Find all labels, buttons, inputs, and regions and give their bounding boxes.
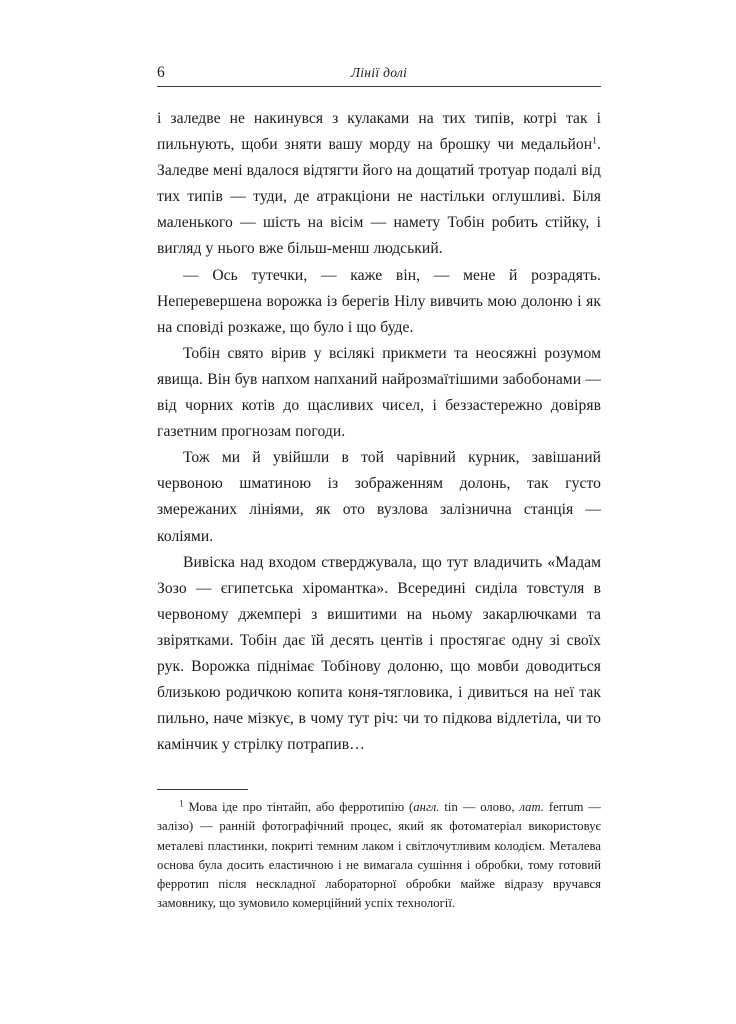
footnote-text [157, 798, 601, 914]
running-header [157, 62, 601, 92]
footnote-segment-4: ferrum — залізо) — ранній фотографічний процес, який як фотоматеріал використовує металеві пластинки, покриті темним лаком і світлочутливим колодієм. Металева основа була досить еластичною і не вимагала сушіння і обробки, тому готовий ферротип після нескладної лабораторної обробки майже відразу вручався замовнику, що зумовило комерційний успіх технології. [157, 800, 602, 911]
paragraph-text-after-ref: . Заледве мені вдалося відтягти його на дощатий тротуар подалі від тих типів — туди, де атракціони не настільки оглушливі. Біля маленького — шість на вісім — намету Тобін робить стійку, і вигляд у нього вже більш-менш людський. [157, 136, 601, 258]
paragraph-madam-zozo: Вивіска над входом стверджувала, що тут владичить «Мадам Зозо — єгипетська хіромантка». Всередині сиділа товстуля в червоному джемпері з вишитими на ньому закарлючками та звірятками. Тобін дає їй десять центів і простягає одну зі своїх рук. Ворожка піднімає Тобінову долоню, що мовби доводиться близькою родичкою копита коня-тягловика, і дивиться на неї так пильно, наче мізкує, в чому тут річ: чи то підкова відлетіла, чи то камінчик у стрілку потрапив… [157, 553, 601, 754]
page-number: 6 [157, 64, 165, 81]
running-title: Лінії долі [350, 65, 408, 80]
footnote-body [157, 800, 601, 910]
footnote-segment-3: лат. [519, 800, 545, 814]
paragraph-dialogue: — Ось тутечки, — каже він, — мене й розрадять. Неперевершена ворожка із берегів Нілу вивчить мою долоню і як на сповіді розкаже, що було і що буде. [157, 266, 601, 336]
footnote-segment-1: англ. [413, 800, 440, 814]
text-block [157, 62, 601, 758]
footnote-segment-0: Мова іде про тінтайп, або ферротипію ( [183, 800, 414, 814]
footnote-marker: 1 [179, 798, 184, 809]
body-copy [157, 106, 601, 758]
paragraph-continued [157, 106, 601, 263]
footnote-segment-2: tin — олово, [439, 800, 520, 814]
paragraph-tobin-beliefs: Тобін свято вірив у всілякі прикмети та неосяжні розумом явища. Він був напхом напханий найрозмаїтішими забобонами — від чорних котів до щасливих чисел, і беззастережно довіряв газетним прогнозам погоди. [157, 344, 601, 441]
footnote-zone [157, 789, 601, 914]
paragraph-text: і заледве не накинувся з кулаками на тих типів, котрі так і пильнують, щоби зняти вашу морду на брошку чи медальйон [157, 110, 601, 154]
footnote-reference[interactable]: 1 [592, 135, 598, 147]
header-rule [157, 86, 601, 87]
paragraph-tent: Тож ми й увійшли в той чарівний курник, завішаний червоною шматиною із зображенням долонь, так густо змережаних лініями, як ото вузлова залізнична станція — коліями. [157, 449, 601, 545]
footnote-separator-rule [157, 789, 248, 790]
